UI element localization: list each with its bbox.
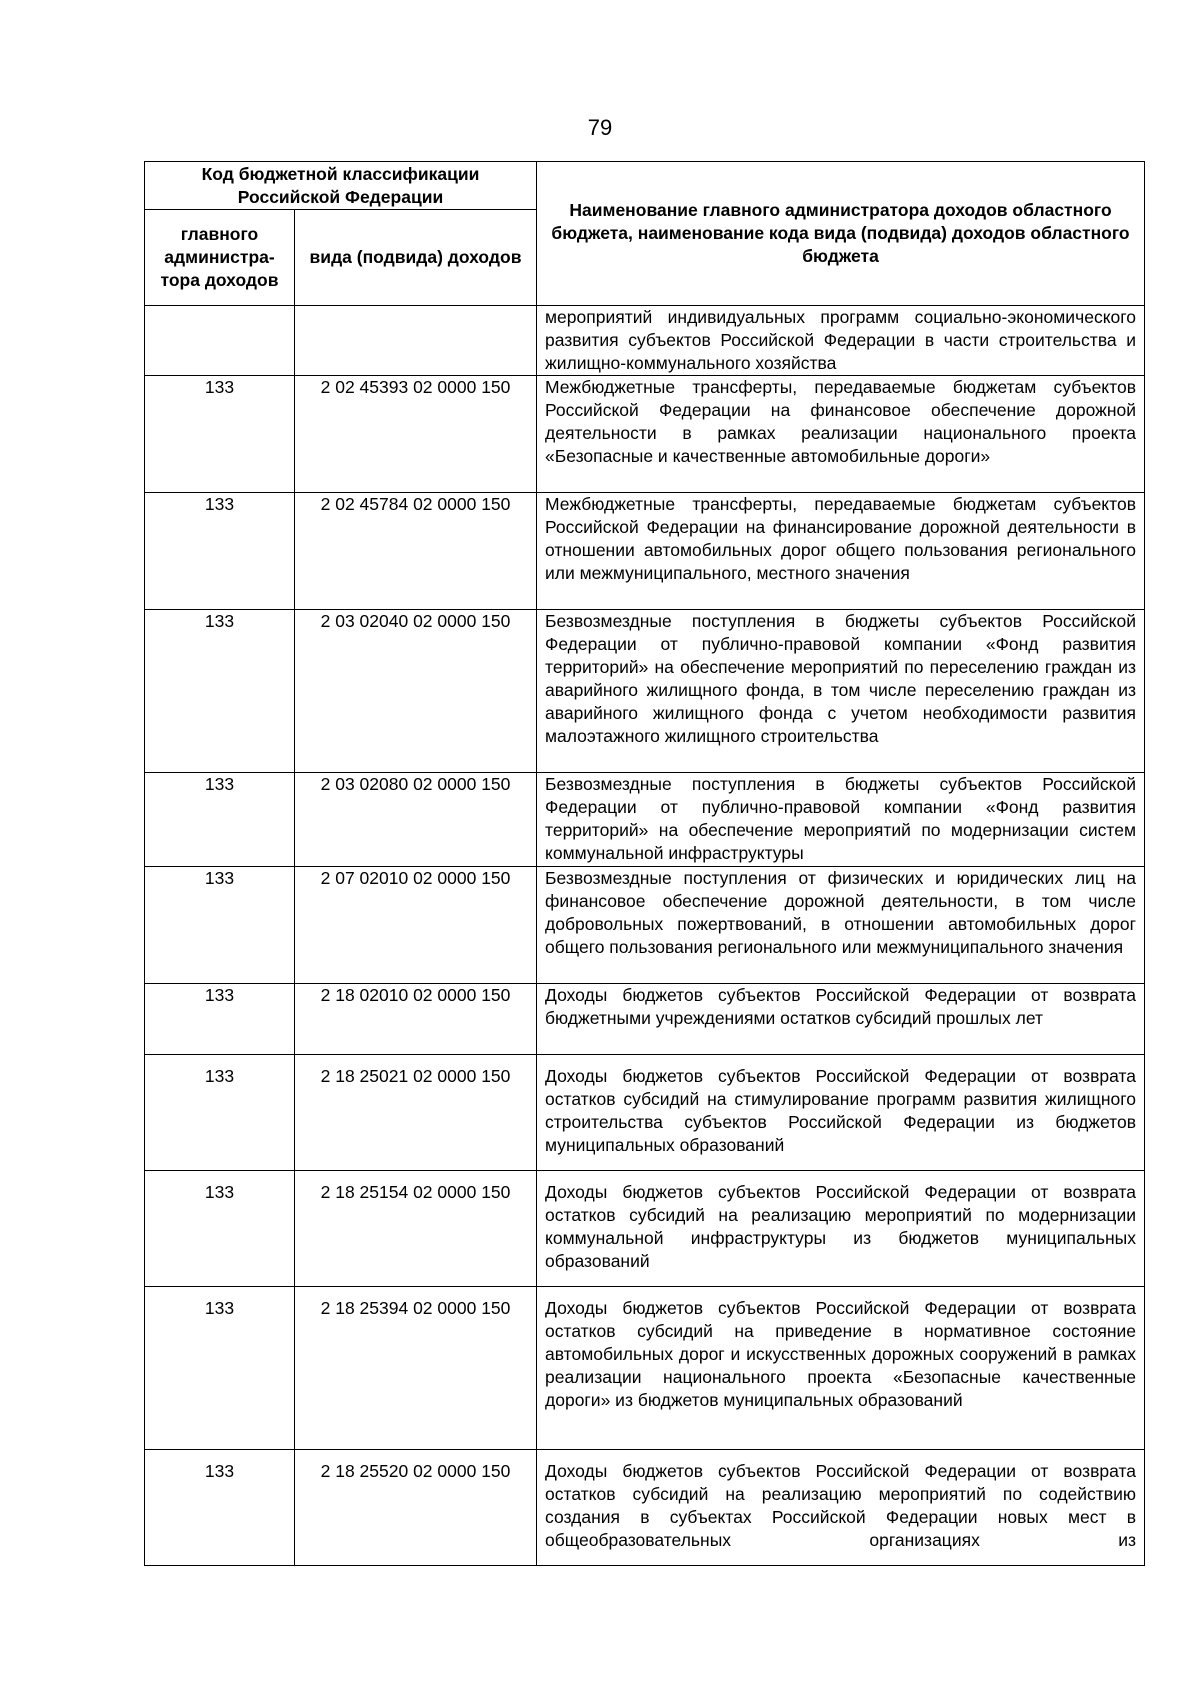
admin-code-cell: 133 <box>145 773 295 867</box>
header-admin-column: главного администра-тора доходов <box>145 210 295 306</box>
header-group-title: Код бюджетной классификации Российской Федерации <box>145 162 537 210</box>
admin-code-cell <box>145 306 295 376</box>
income-code-cell: 2 18 25154 02 0000 150 <box>295 1171 537 1287</box>
admin-code-cell: 133 <box>145 376 295 493</box>
table-header <box>145 162 1145 306</box>
table-row <box>145 773 1145 867</box>
income-code-cell: 2 18 25394 02 0000 150 <box>295 1287 537 1450</box>
income-name-cell: Доходы бюджетов субъектов Российской Федерации от возврата остатков субсидий на реализацию мероприятий по содействию создания в субъектах Российской Федерации новых мест в общеобразовательных организациях из <box>537 1450 1145 1566</box>
admin-code-cell: 133 <box>145 1287 295 1450</box>
table-row <box>145 1055 1145 1171</box>
income-code-cell: 2 02 45393 02 0000 150 <box>295 376 537 493</box>
income-name-cell: Безвозмездные поступления от физических и юридических лиц на финансовое обеспечение дорожной деятельности, в том числе добровольных пожертвований, в отношении автомобильных дорог общего пользования регионального или межмуниципального значения <box>537 867 1145 984</box>
table-row <box>145 984 1145 1055</box>
income-code-cell: 2 18 02010 02 0000 150 <box>295 984 537 1055</box>
income-code-cell: 2 03 02040 02 0000 150 <box>295 610 537 773</box>
income-code-cell: 2 07 02010 02 0000 150 <box>295 867 537 984</box>
income-name-cell: Безвозмездные поступления в бюджеты субъектов Российской Федерации от публично-правовой компании «Фонд развития территорий» на обеспечение мероприятий по модернизации систем коммунальной инфраструктуры <box>537 773 1145 867</box>
income-name-cell: Доходы бюджетов субъектов Российской Федерации от возврата бюджетными учреждениями остатков субсидий прошлых лет <box>537 984 1145 1055</box>
table-row <box>145 1287 1145 1450</box>
admin-code-cell: 133 <box>145 1171 295 1287</box>
income-code-cell: 2 18 25520 02 0000 150 <box>295 1450 537 1566</box>
income-name-cell: Доходы бюджетов субъектов Российской Федерации от возврата остатков субсидий на приведение в нормативное состояние автомобильных дорог и искусственных дорожных сооружений в рамках реализации национального проекта «Безопасные качественные дороги» из бюджетов муниципальных образований <box>537 1287 1145 1450</box>
table-body <box>145 306 1145 1566</box>
income-code-cell: 2 02 45784 02 0000 150 <box>295 493 537 610</box>
income-code-cell: 2 03 02080 02 0000 150 <box>295 773 537 867</box>
income-name-cell: Безвозмездные поступления в бюджеты субъектов Российской Федерации от публично-правовой компании «Фонд развития территорий» на обеспечение мероприятий по переселению граждан из аварийного жилищного фонда, в том числе переселению граждан из аварийного жилищного фонда с учетом необходимости развития малоэтажного жилищного строительства <box>537 610 1145 773</box>
budget-classification-table <box>144 161 1145 1566</box>
table-row <box>145 306 1145 376</box>
admin-code-cell: 133 <box>145 867 295 984</box>
income-name-cell: Межбюджетные трансферты, передаваемые бюджетам субъектов Российской Федерации на финансирование дорожной деятельности в отношении автомобильных дорог общего пользования регионального или межмуниципального, местного значения <box>537 493 1145 610</box>
header-type-column: вида (подвида) доходов <box>295 210 537 306</box>
admin-code-cell: 133 <box>145 1450 295 1566</box>
table-row <box>145 376 1145 493</box>
income-code-cell: 2 18 25021 02 0000 150 <box>295 1055 537 1171</box>
income-name-cell: Доходы бюджетов субъектов Российской Федерации от возврата остатков субсидий на стимулирование программ развития жилищного строительства субъектов Российской Федерации из бюджетов муниципальных образований <box>537 1055 1145 1171</box>
income-name-cell: Межбюджетные трансферты, передаваемые бюджетам субъектов Российской Федерации на финансовое обеспечение дорожной деятельности в рамках реализации национального проекта «Безопасные и качественные автомобильные дороги» <box>537 376 1145 493</box>
table-row <box>145 1171 1145 1287</box>
table-row <box>145 1450 1145 1566</box>
table-row <box>145 867 1145 984</box>
income-name-cell: мероприятий индивидуальных программ социально-экономического развития субъектов Российской Федерации в части строительства и жилищно-коммунального хозяйства <box>537 306 1145 376</box>
admin-code-cell: 133 <box>145 984 295 1055</box>
table-row <box>145 493 1145 610</box>
header-name-column: Наименование главного администратора доходов областного бюджета, наименование кода вида (подвида) доходов областного бюджета <box>537 162 1145 306</box>
admin-code-cell: 133 <box>145 493 295 610</box>
admin-code-cell: 133 <box>145 610 295 773</box>
page-number: 79 <box>587 115 613 140</box>
table-row <box>145 610 1145 773</box>
income-code-cell <box>295 306 537 376</box>
income-name-cell: Доходы бюджетов субъектов Российской Федерации от возврата остатков субсидий на реализацию мероприятий по модернизации коммунальной инфраструктуры из бюджетов муниципальных образований <box>537 1171 1145 1287</box>
admin-code-cell: 133 <box>145 1055 295 1171</box>
